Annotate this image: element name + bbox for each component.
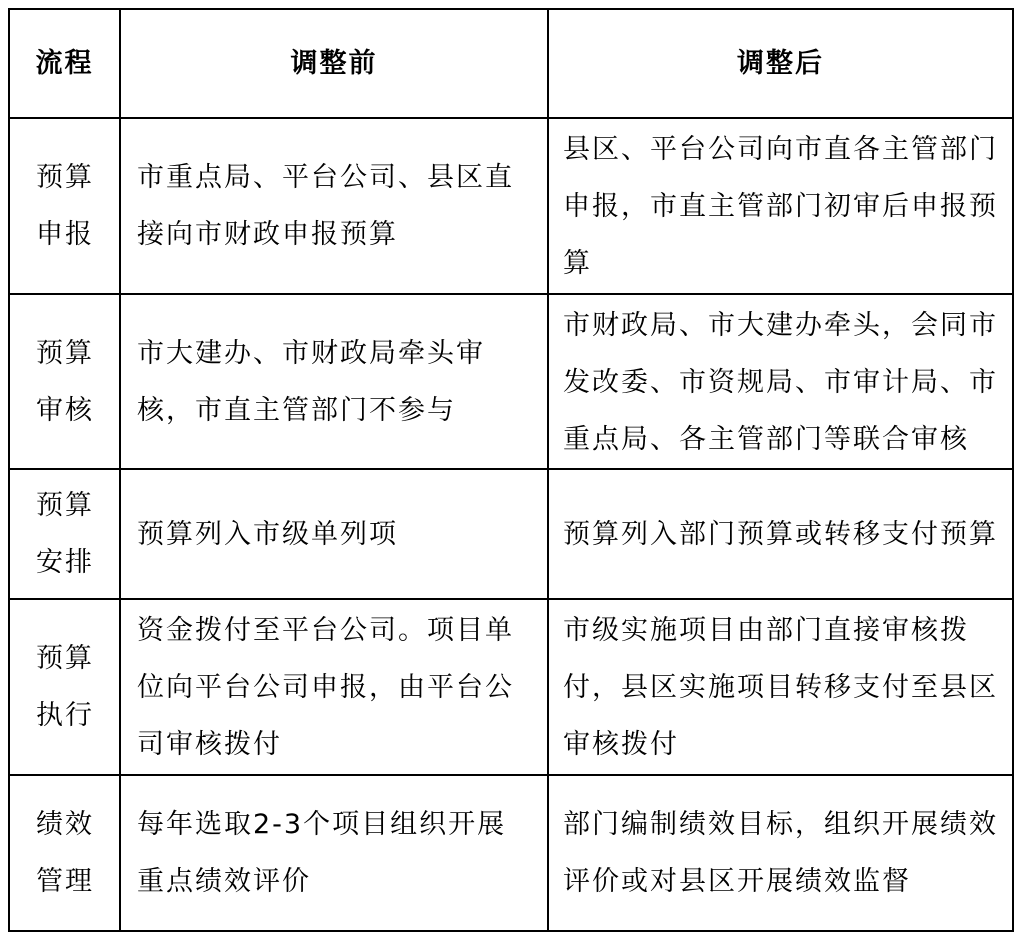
before-cell: [120, 118, 548, 294]
table-row: [9, 469, 1013, 599]
table-row: [9, 118, 1013, 294]
after-cell: [548, 118, 1013, 294]
after-text: 部门编制绩效目标，组织开展绩效评价或对县区开展绩效监督: [563, 809, 998, 897]
stage-cell: [9, 775, 120, 931]
table-row: [9, 599, 1013, 775]
header-stage: 流程: [9, 9, 120, 118]
stage-label: 预算审核: [36, 337, 94, 426]
budget-process-comparison-table: [8, 8, 1014, 932]
after-cell: [548, 599, 1013, 775]
header-before: 调整前: [120, 9, 548, 118]
after-cell: [548, 469, 1013, 599]
before-text: 市大建办、市财政局牵头审核，市直主管部门不参与: [137, 337, 485, 426]
after-text: 预算列入部门预算或转移支付预算: [563, 518, 998, 550]
after-cell: [548, 294, 1013, 469]
before-text: 资金拨付至平台公司。项目单位向平台公司申报，由平台公司审核拨付: [137, 615, 514, 760]
before-text: 市重点局、平台公司、县区直接向市财政申报预算: [137, 162, 514, 250]
after-text: 市财政局、市大建办牵头，会同市发改委、市资规局、市审计局、市重点局、各主管部门等联合审核: [563, 310, 998, 455]
after-cell: [548, 775, 1013, 931]
before-text: 预算列入市级单列项: [137, 518, 398, 550]
table-header-row: [9, 9, 1013, 118]
stage-label: 绩效管理: [36, 809, 94, 897]
table-row: [9, 775, 1013, 931]
stage-label: 预算申报: [36, 162, 94, 250]
stage-cell: [9, 599, 120, 775]
before-cell: [120, 599, 548, 775]
before-cell: [120, 469, 548, 599]
before-text: 每年选取2-3个项目组织开展重点绩效评价: [137, 809, 507, 897]
stage-label: 预算安排: [36, 490, 94, 578]
header-after: 调整后: [548, 9, 1013, 118]
after-text: 县区、平台公司向市直各主管部门申报，市直主管部门初审后申报预算: [563, 134, 998, 279]
stage-cell: [9, 294, 120, 469]
before-cell: [120, 775, 548, 931]
table-row: [9, 294, 1013, 469]
after-text: 市级实施项目由部门直接审核拨付，县区实施项目转移支付至县区审核拨付: [563, 615, 998, 760]
before-cell: [120, 294, 548, 469]
stage-label: 预算执行: [36, 643, 94, 731]
stage-cell: [9, 118, 120, 294]
stage-cell: [9, 469, 120, 599]
